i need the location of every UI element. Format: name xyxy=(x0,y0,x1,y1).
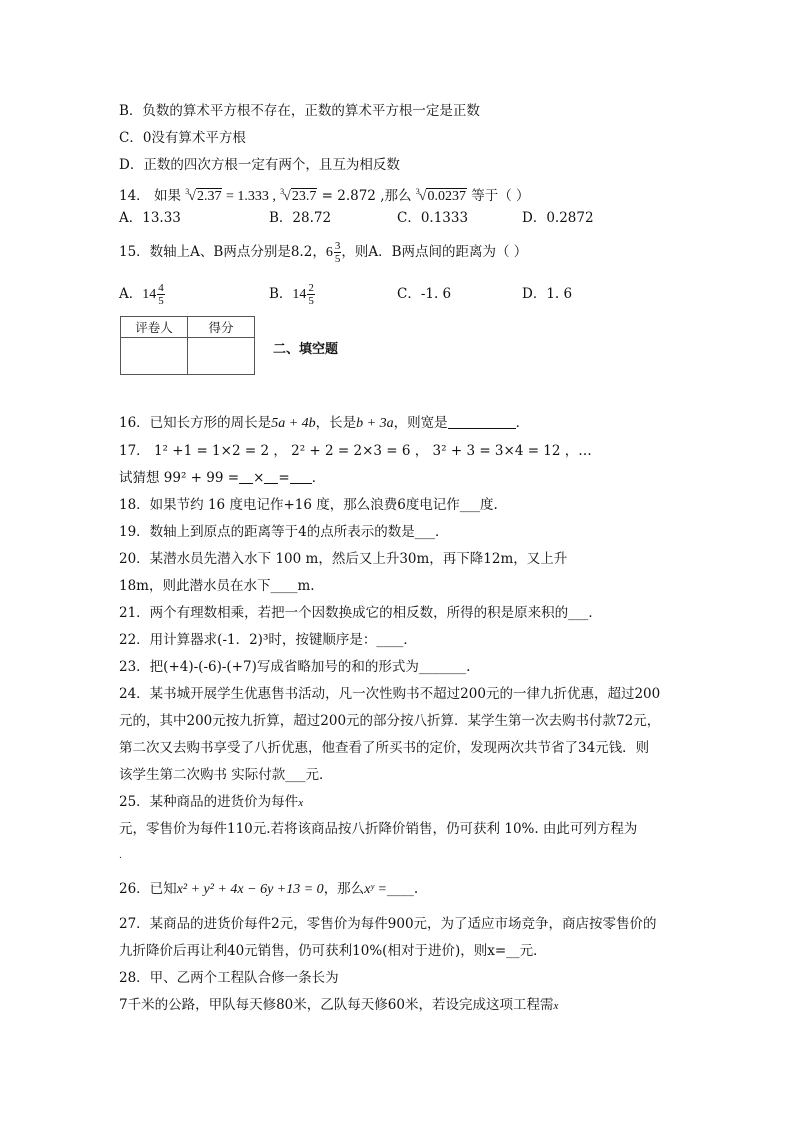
root-index: 3 xyxy=(415,187,420,196)
question-24-line-1: 24．某书城开展学生优惠售书活动，凡一次性购书不超过200元的一律九折优惠，超过200 xyxy=(119,686,661,702)
question-24-line-2: 元的，其中200元按九折算，超过200元的部分按八折算．某学生第一次去购书付款72元， xyxy=(119,713,661,729)
score-header: 得分 xyxy=(188,317,255,338)
question-25-line-1 xyxy=(119,792,303,813)
q15-suffix: ，则A．B两点间的距离为（ ） xyxy=(341,244,528,260)
question-17-line-2 xyxy=(119,468,325,488)
q17-end: ． xyxy=(311,470,326,486)
option-b-line: B．负数的算术平方根不存在，正数的算术平方根一定是正数 xyxy=(119,103,480,119)
q26-text-2: ，那么 xyxy=(323,881,365,897)
q15-option-b: B．14 $\frac{2}{5}$ xyxy=(269,282,314,307)
q26-end: ____. xyxy=(386,881,419,897)
question-26 xyxy=(119,879,418,900)
answer-blank[interactable] xyxy=(290,469,312,484)
question-22: 22．用计算器求(-1．2)³时，按键顺序是：____． xyxy=(119,632,417,648)
q25-variable: x xyxy=(298,797,304,809)
q14-radicand-1: 2.37 xyxy=(196,189,222,204)
q14-eq-1: = 1.333 , xyxy=(222,189,276,204)
grader-header: 评卷人 xyxy=(121,317,188,338)
q15-options xyxy=(119,282,679,308)
question-15 xyxy=(119,240,527,265)
grader-cell xyxy=(121,338,188,375)
q14-option-d: D．0.2872 xyxy=(522,210,594,226)
q15-option-a: A．14 $\frac{4}{5}$ xyxy=(119,282,164,307)
question-27-line-2: 九折降价后再让利40元销售，仍可获利10%(相对于进价)，则x=__元． xyxy=(119,943,547,959)
q15-option-c: C．-1. 6 xyxy=(397,286,452,302)
question-24-line-4: 该学生第二次购书 实际付款___元． xyxy=(119,767,333,783)
question-27-line-1: 27．某商品的进货价每件2元，零售价为每件900元，为了适应市场竞争，商店按零售价的 xyxy=(119,916,657,932)
question-28-line-1: 28．甲、乙两个工程队合修一条长为 xyxy=(119,970,339,986)
q14-option-c: C．0.1333 xyxy=(397,210,469,226)
option-c-line: C．0没有算术平方根 xyxy=(119,130,246,146)
q14-options xyxy=(119,208,679,228)
q16-perimeter: 5a + 4b xyxy=(271,416,316,431)
q16-text-1: 16．已知长方形的周长是 xyxy=(119,415,272,431)
q15-option-d: D．1. 6 xyxy=(522,286,573,302)
q25-text: 25．某种商品的进货价为每件 xyxy=(119,794,299,810)
question-14: 14． 如果 $^3$√2.37 = 1.333 , $^3$√23.7 = 2.872 ,那么 $^3$√0.0237 等于（ ） xyxy=(119,187,530,204)
question-17-line-1: 17． 1² +1 = 1×2 = 2 ， 2² + 2 = 2×3 = 6 ， 3² + 3 = 3×4 = 12 ，… xyxy=(119,443,592,459)
question-16 xyxy=(119,413,529,434)
q15-mixed-whole: 6 xyxy=(325,245,333,260)
q16-text-3: ，则宽是 xyxy=(393,415,448,431)
question-23: 23．把(+4)-(-6)-(+7)写成省略加号的和的形式为_______. xyxy=(119,659,471,675)
q16-text-2: ，长是 xyxy=(315,415,357,431)
q15-prefix: 15．数轴上A、B两点分别是8.2， xyxy=(119,244,326,260)
q26-equation: x² + y² + 4x − 6y +13 = 0 xyxy=(176,882,324,897)
q14-suffix: 等于（ ） xyxy=(471,188,530,204)
question-18: 18．如果节约 16 度电记作+16 度，那么浪费6度电记作___度. xyxy=(119,497,498,513)
root-index: 3 xyxy=(280,187,285,196)
q26-text-1: 26．已知 xyxy=(119,881,177,897)
q15-fraction: $\frac{3}{5}$ xyxy=(334,240,341,265)
q14-radicand-3: 0.0237 xyxy=(427,189,466,204)
q28-variable: x xyxy=(553,1000,559,1012)
q16-length: b + 3a xyxy=(356,416,394,431)
q14-option-b: B．28.72 xyxy=(269,210,332,226)
answer-blank[interactable] xyxy=(448,414,516,429)
score-table xyxy=(120,316,255,375)
q14-radicand-2: 23.7 xyxy=(291,189,317,204)
q16-end: ． xyxy=(515,415,530,431)
question-20-line-2: 18m，则此潜水员在水下____m. xyxy=(119,578,315,594)
q14-option-a: A．13.33 xyxy=(119,210,181,226)
option-d-line: D．正数的四次方根一定有两个，且互为相反数 xyxy=(119,157,400,173)
question-25-line-3: . xyxy=(119,851,122,861)
section-title: 二、填空题 xyxy=(273,342,339,357)
score-cell xyxy=(188,338,255,375)
question-24-line-3: 第二次又去购书享受了八折优惠，他查看了所买书的定价，发现两次共节省了34元钱．则 xyxy=(119,740,650,756)
q26-power: xʸ = xyxy=(364,882,387,897)
question-28-line-2 xyxy=(119,995,558,1016)
answer-blank[interactable] xyxy=(264,469,278,484)
question-20-line-1: 20．某潜水员先潜入水下 100 m，然后又上升30m，再下降12m，又上升 xyxy=(119,551,568,567)
answer-blank[interactable] xyxy=(239,469,253,484)
q17-times: × xyxy=(253,470,265,486)
q14-prefix: 14． 如果 xyxy=(119,188,181,204)
q14-eq-2: = 2.872 ,那么 xyxy=(317,188,412,204)
q28-text: 7千米的公路，甲队每天修80米，乙队每天修60米，若设完成这项工程需 xyxy=(119,997,554,1013)
q17-guess: 试猜想 99² + 99 = xyxy=(119,470,240,486)
q17-equals: = xyxy=(278,470,290,486)
question-25-line-2: 元，零售价为每件110元.若将该商品按八折降价销售，仍可获利 10%. 由此可列方程为 xyxy=(119,821,638,837)
root-index: 3 xyxy=(185,187,190,196)
question-21: 21．两个有理数相乘，若把一个因数换成它的相反数，所得的积是原来积的___． xyxy=(119,605,602,621)
question-19: 19．数轴上到原点的距离等于4的点所表示的数是___． xyxy=(119,524,449,540)
